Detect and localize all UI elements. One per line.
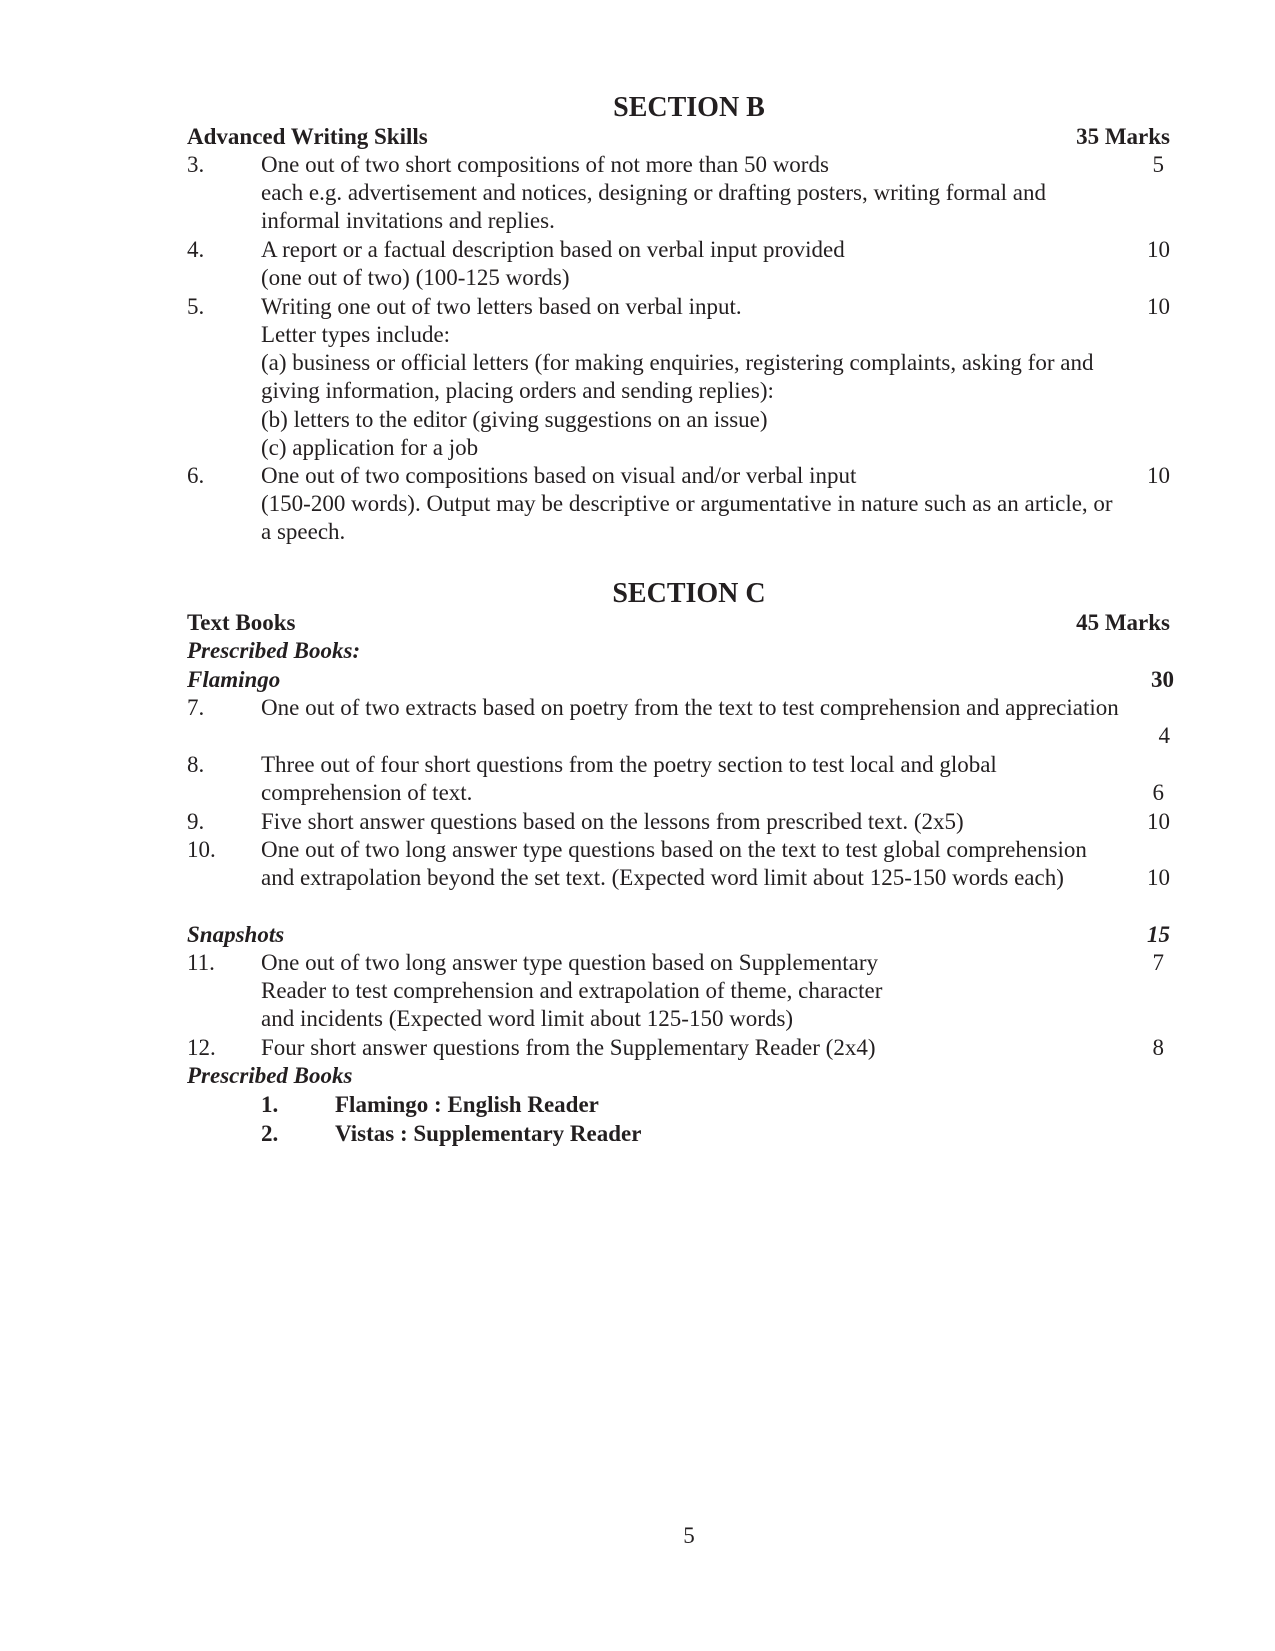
prescribed-books-list-heading: Prescribed Books (187, 1063, 353, 1088)
item-text-line: a speech. (261, 519, 346, 544)
item-number: 10. (187, 837, 216, 862)
item-text-line: One out of two extracts based on poetry from the text to test comprehension and appreciation (261, 695, 1119, 720)
book-number: 2. (261, 1121, 279, 1146)
item-marks: 10 (1147, 237, 1170, 262)
item-text-line: and extrapolation beyond the set text. (Expected word limit about 125-150 words each) (261, 865, 1064, 890)
item-text-line: Reader to test comprehension and extrapolation of theme, character (261, 978, 883, 1003)
book-number: 1. (261, 1092, 279, 1117)
item-number: 3. (187, 152, 205, 177)
item-marks: 4 (1158, 723, 1170, 748)
section-c-marks: 45 Marks (1076, 610, 1170, 635)
item-text-line: (150-200 words). Output may be descriptive or argumentative in nature such as an article, or (261, 491, 1113, 516)
section-c-subtitle: Text Books (187, 610, 296, 635)
snapshots-marks: 15 (1147, 922, 1170, 947)
snapshots-heading: Snapshots (187, 922, 285, 947)
item-text-line: Four short answer questions from the Supplementary Reader (2x4) (261, 1035, 876, 1060)
item-text-line: (c) application for a job (261, 435, 479, 460)
item-text-line: each e.g. advertisement and notices, designing or drafting posters, writing formal and (261, 180, 1046, 205)
item-number: 8. (187, 752, 205, 777)
item-marks: 10 (1147, 463, 1170, 488)
item-marks: 10 (1147, 809, 1170, 834)
item-text-line: One out of two short compositions of not more than 50 words (261, 152, 829, 177)
item-number: 12. (187, 1035, 216, 1060)
item-number: 7. (187, 695, 205, 720)
item-marks: 6 (1152, 780, 1164, 805)
item-text-line: Three out of four short questions from the poetry section to test local and global (261, 752, 997, 777)
item-number: 9. (187, 809, 205, 834)
item-text-line: giving information, placing orders and sending replies): (261, 378, 774, 403)
section-b-title: SECTION B (613, 92, 765, 123)
item-text-line: A report or a factual description based on verbal input provided (261, 237, 845, 262)
item-text-line: (one out of two) (100-125 words) (261, 265, 570, 290)
item-text-line: Writing one out of two letters based on verbal input. (261, 294, 742, 319)
item-number: 11. (187, 950, 215, 975)
section-c-title: SECTION C (612, 578, 766, 609)
item-marks: 10 (1147, 865, 1170, 890)
item-marks: 7 (1152, 950, 1164, 975)
item-text-line: Letter types include: (261, 322, 451, 347)
item-text-line: One out of two long answer type question based on Supplementary (261, 950, 879, 975)
item-text-line: Five short answer questions based on the lessons from prescribed text. (2x5) (261, 809, 964, 834)
item-marks: 5 (1152, 152, 1164, 177)
prescribed-books-heading: Prescribed Books: (187, 638, 361, 663)
item-number: 6. (187, 463, 205, 488)
item-number: 4. (187, 237, 205, 262)
book-title: Flamingo : English Reader (335, 1092, 599, 1117)
page-number: 5 (683, 1523, 695, 1548)
section-b-marks: 35 Marks (1076, 124, 1170, 149)
flamingo-marks: 30 (1151, 667, 1174, 692)
book-title: Vistas : Supplementary Reader (335, 1121, 642, 1146)
section-b-subtitle: Advanced Writing Skills (187, 124, 428, 149)
item-text-line: (a) business or official letters (for making enquiries, registering complaints, asking for and (261, 350, 1094, 375)
item-text-line: (b) letters to the editor (giving suggestions on an issue) (261, 407, 768, 432)
item-text-line: One out of two compositions based on visual and/or verbal input (261, 463, 857, 488)
item-text-line: One out of two long answer type questions based on the text to test global comprehension (261, 837, 1087, 862)
item-text-line: informal invitations and replies. (261, 208, 555, 233)
item-text-line: and incidents (Expected word limit about 125-150 words) (261, 1006, 794, 1031)
item-number: 5. (187, 294, 205, 319)
flamingo-heading: Flamingo (187, 667, 281, 692)
item-marks: 8 (1152, 1035, 1164, 1060)
item-marks: 10 (1147, 294, 1170, 319)
item-text-line: comprehension of text. (261, 780, 473, 805)
